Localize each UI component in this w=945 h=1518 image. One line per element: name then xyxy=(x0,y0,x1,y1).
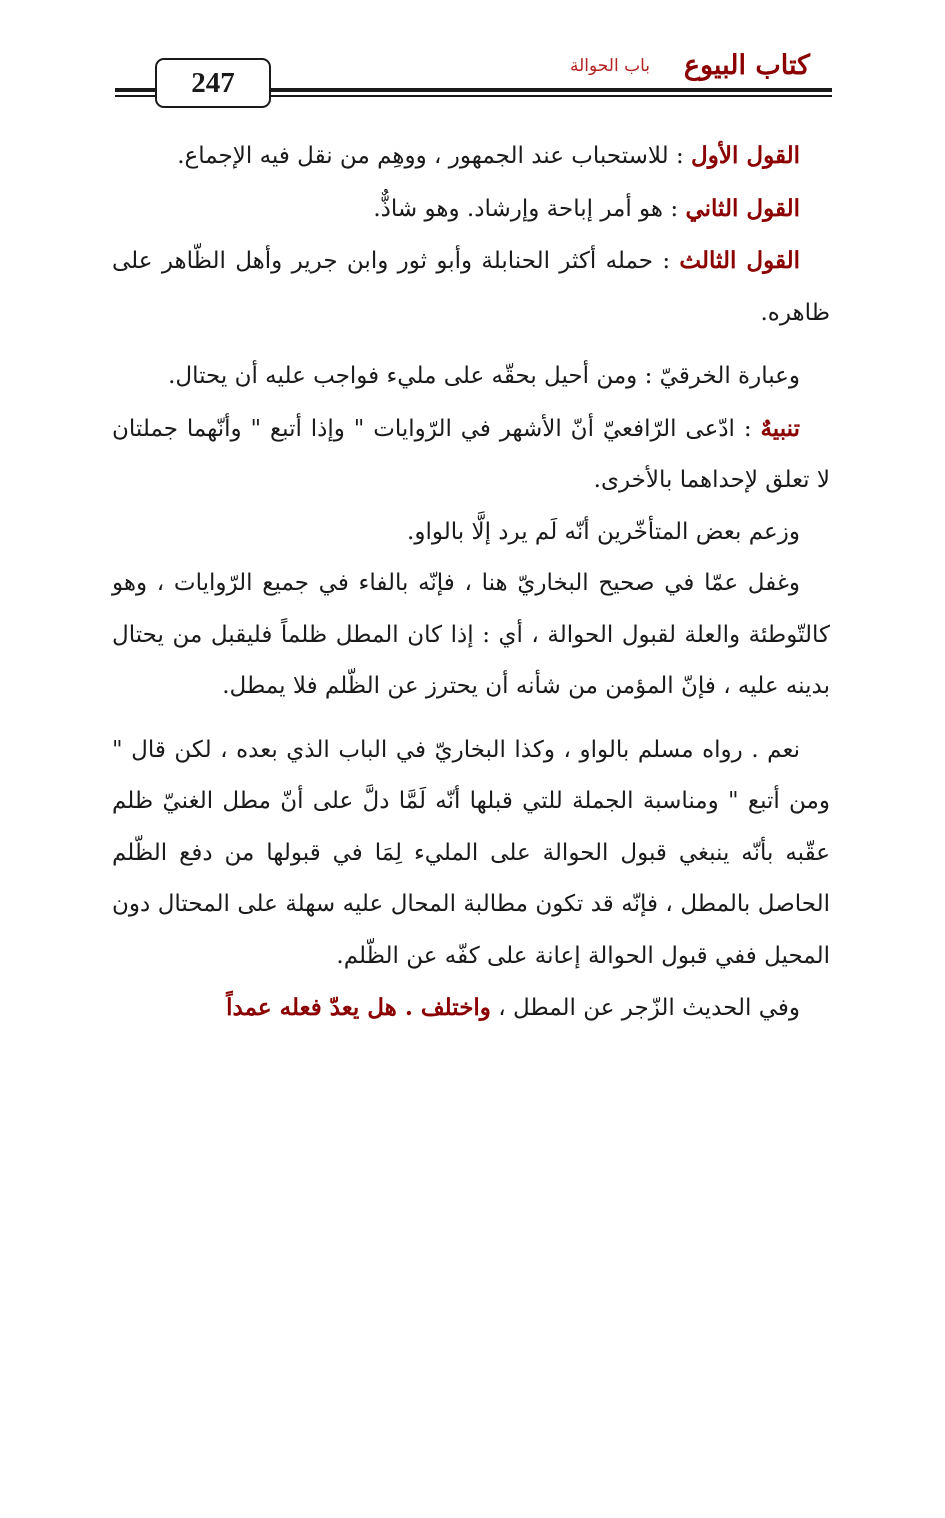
page-number: 247 xyxy=(155,58,271,108)
paragraph-opinion-2 xyxy=(112,183,830,236)
paragraph-text: وفي الحديث الزّجر عن المطل ، xyxy=(490,995,800,1021)
paragraph-bukhari xyxy=(112,558,830,713)
paragraph-label: القول الثالث xyxy=(679,247,800,274)
paragraph-text: : ادّعى الرّافعيّ أنّ الأشهر في الرّوايات " وإذا أتبع " وأنّهما جملتان لا تعلق لإحداهما بالأخرى. xyxy=(112,415,830,493)
paragraph-text: وزعم بعض المتأخّرين أنّه لَم يرد إلَّا بالواو. xyxy=(407,518,800,545)
paragraph-opinion-1 xyxy=(112,130,830,183)
paragraph-text: : للاستحباب عند الجمهور ، ووهِم من نقل فيه الإجماع. xyxy=(177,143,692,169)
paragraph-opinion-3 xyxy=(112,235,830,339)
paragraph-label: تنبيهٌ xyxy=(760,414,800,442)
paragraph-label: القول الثاني xyxy=(685,194,800,222)
paragraph-text: نعم . رواه مسلم بالواو ، وكذا البخاريّ في الباب الذي بعده ، لكن قال " ومن أتبع " ومناسبة الجملة للتي قبلها أنّه لَمَّا دلَّ على أنّ مطل الغنيّ ظلم عقّبه بأنّه ينبغي قبول الحوالة على المليء لِمَا في قبولها من دفع الظّلم الحاصل بالمطل ، فإنّه قد تكون مطالبة المحال عليه سهلة على المحتال دون المحيل ففي قبول الحوالة إعانة على كفّه عن الظّلم. xyxy=(112,736,830,969)
paragraph-muslim xyxy=(112,725,830,983)
highlighted-text: واختلف . هل يعدّ فعله عمداً xyxy=(226,994,491,1021)
page-header xyxy=(115,50,832,112)
paragraph-text: : حمله أكثر الحنابلة وأبو ثور وابن جرير وأهل الظّاهر على ظاهره. xyxy=(112,248,830,326)
paragraph-text: وعبارة الخرقيّ : ومن أحيل بحقّه على مليء فواجب عليه أن يحتال. xyxy=(168,363,800,389)
paragraph-last xyxy=(112,982,830,1035)
book-title: كتاب البيوع xyxy=(683,50,810,81)
paragraph-note xyxy=(112,403,830,507)
chapter-title: باب الحوالة xyxy=(570,56,650,76)
paragraph-khiraqi xyxy=(112,351,830,403)
paragraph-text: : هو أمر إباحة وإرشاد. وهو شاذٌّ. xyxy=(373,195,686,222)
paragraph-claim xyxy=(112,507,830,559)
paragraph-label: القول الأول xyxy=(691,142,800,169)
paragraph-text: وغفل عمّا في صحيح البخاريّ هنا ، فإنّه بالفاء في جميع الرّوايات ، وهو كالتّوطئة والعلة لقبول الحوالة ، أي : إذا كان المطل ظلماً فليقبل من يحتال بدينه عليه ، فإنّ المؤمن من شأنه أن يحترز عن الظّلم فلا يمطل. xyxy=(112,570,830,699)
page-body xyxy=(112,130,830,1035)
